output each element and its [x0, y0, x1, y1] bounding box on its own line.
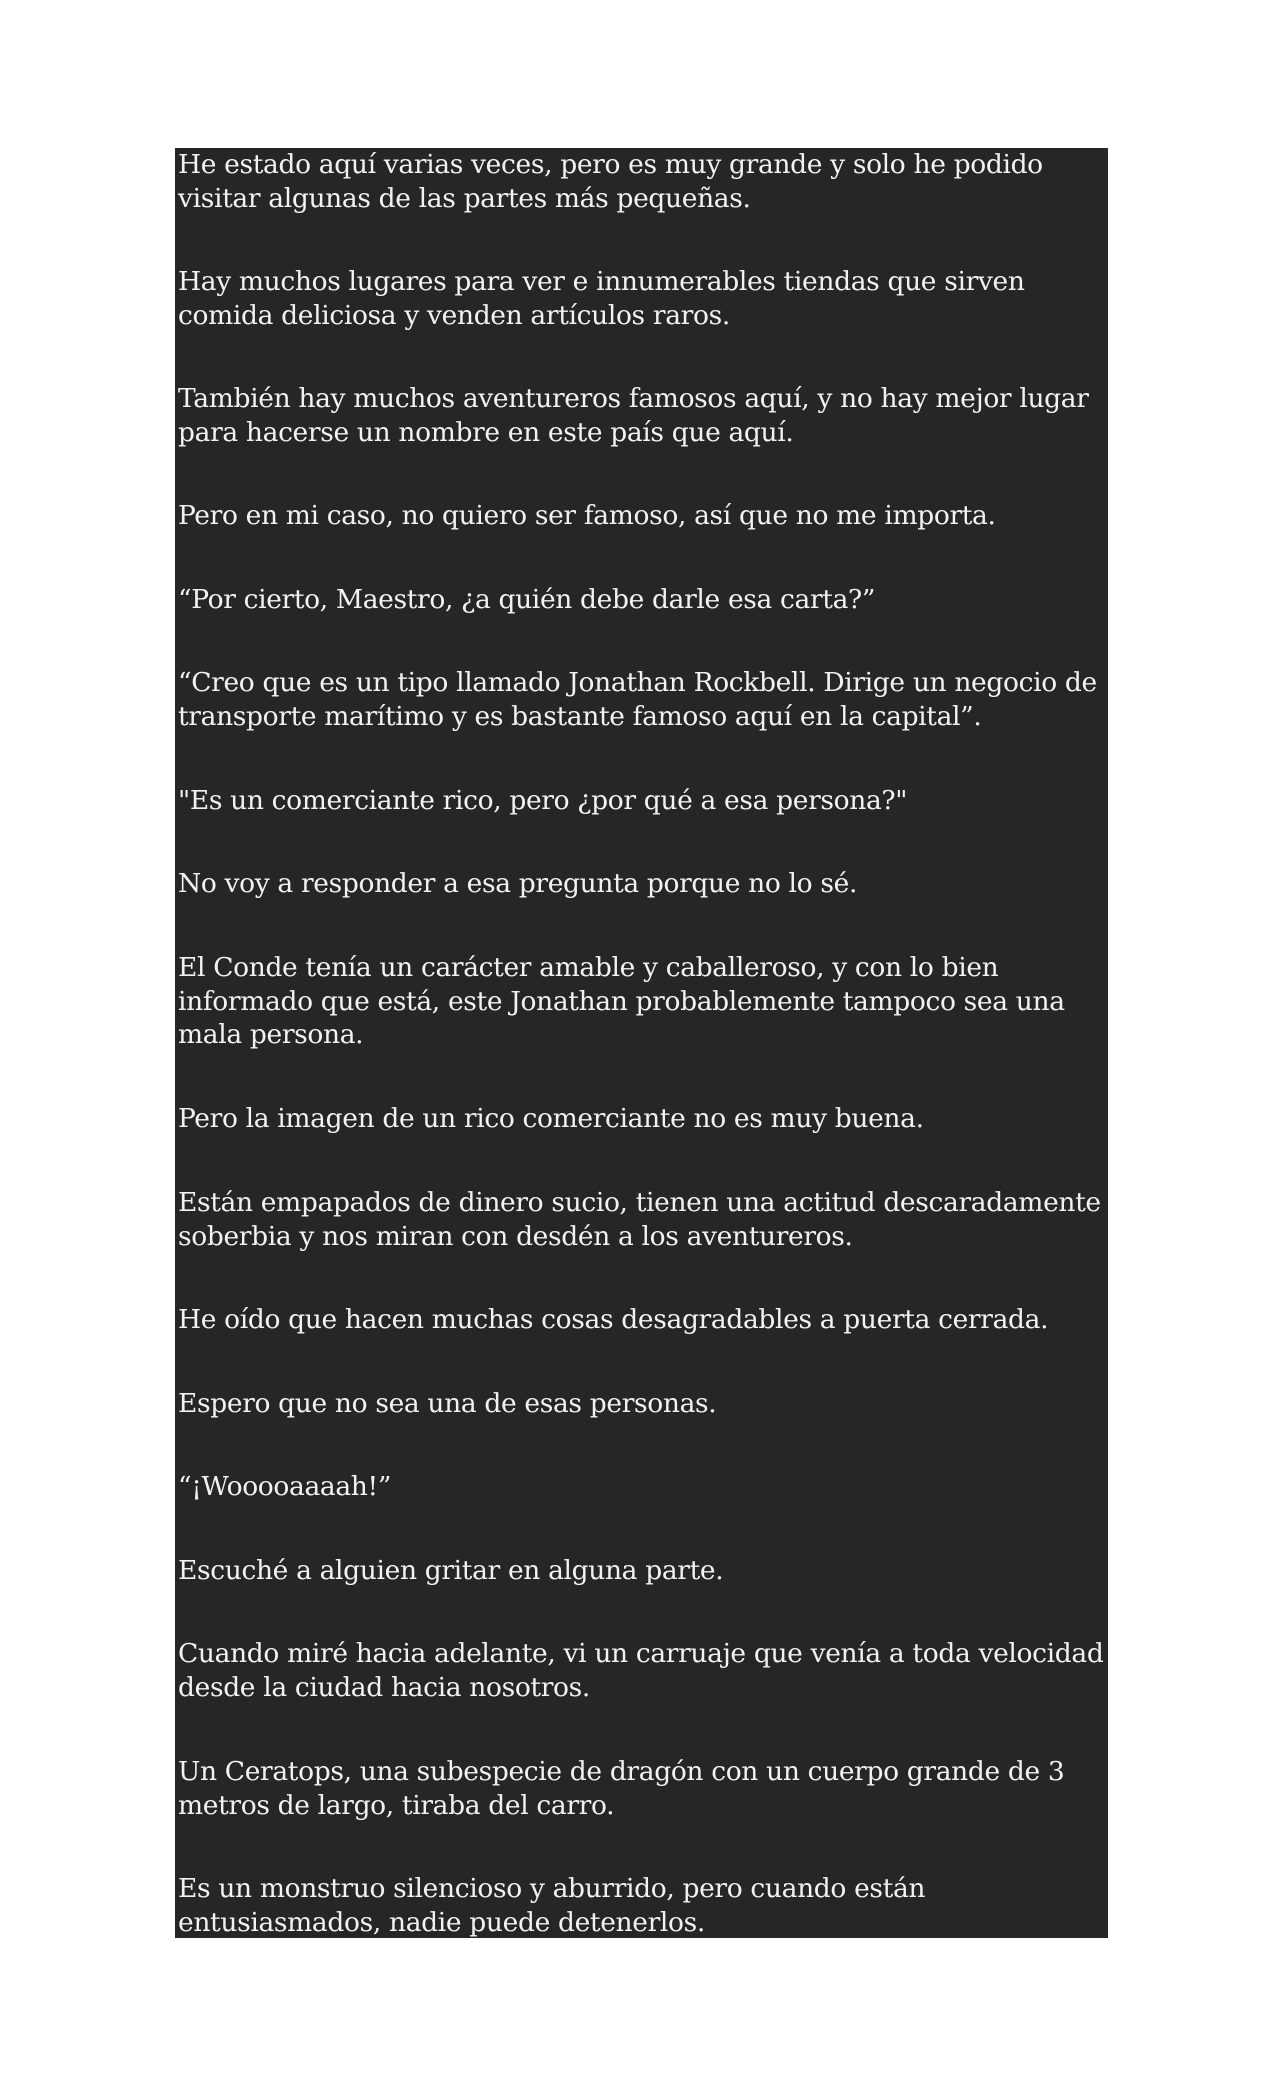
paragraph-5	[178, 583, 875, 617]
paragraph-line: No voy a responder a esa pregunta porque no lo sé.	[178, 868, 858, 899]
paragraph-line: entusiasmados, nadie puede detenerlos.	[178, 1906, 705, 1938]
paragraph-9	[178, 951, 1065, 1052]
paragraph-line: Hay muchos lugares para ver e innumerables tiendas que sirven	[178, 266, 1025, 297]
paragraph-16	[178, 1637, 1103, 1704]
paragraph-line: visitar algunas de las partes más pequeñas.	[178, 182, 751, 214]
paragraph-line: Están empapados de dinero sucio, tienen una actitud descaradamente	[178, 1187, 1101, 1218]
paragraph-line: También hay muchos aventureros famosos aquí, y no hay mejor lugar	[178, 383, 1089, 414]
paragraph-line: "Es un comerciante rico, pero ¿por qué a esa persona?"	[178, 785, 908, 816]
paragraph-line: para hacerse un nombre en este país que aquí.	[178, 416, 794, 448]
paragraph-1	[178, 148, 1043, 215]
paragraph-line: El Conde tenía un carácter amable y caballeroso, y con lo bien	[178, 952, 999, 983]
paragraph-14	[178, 1470, 391, 1504]
paragraph-4	[178, 499, 996, 533]
paragraph-line: Pero la imagen de un rico comerciante no es muy buena.	[178, 1103, 924, 1134]
paragraph-line: “Por cierto, Maestro, ¿a quién debe darle esa carta?”	[178, 584, 876, 615]
paragraph-line: transporte marítimo y es bastante famoso aquí en la capital”.	[178, 700, 982, 732]
paragraph-line: metros de largo, tiraba del carro.	[178, 1789, 615, 1821]
paragraph-2	[178, 265, 1025, 332]
paragraph-line: Pero en mi caso, no quiero ser famoso, así que no me importa.	[178, 500, 996, 531]
paragraph-11	[178, 1186, 1101, 1253]
paragraph-7	[178, 784, 907, 818]
paragraph-line: He oído que hacen muchas cosas desagradables a puerta cerrada.	[178, 1304, 1049, 1335]
paragraph-17	[178, 1755, 1064, 1822]
paragraph-18	[178, 1872, 925, 1938]
paragraph-line: He estado aquí varias veces, pero es muy grande y solo he podido	[178, 149, 1043, 180]
paragraph-line: Un Ceratops, una subespecie de dragón con un cuerpo grande de 3	[178, 1756, 1065, 1787]
paragraph-line: “¡Wooooaaaah!”	[178, 1471, 392, 1502]
paragraph-line: comida deliciosa y venden artículos raros.	[178, 299, 730, 331]
paragraph-line: Espero que no sea una de esas personas.	[178, 1388, 717, 1419]
paragraph-line: Es un monstruo silencioso y aburrido, pero cuando están	[178, 1873, 926, 1904]
paragraph-line: informado que está, este Jonathan probablemente tampoco sea una	[178, 985, 1065, 1017]
paragraph-10	[178, 1102, 924, 1136]
paragraph-line: desde la ciudad hacia nosotros.	[178, 1671, 590, 1703]
paragraph-15	[178, 1554, 723, 1588]
paragraph-line: Cuando miré hacia adelante, vi un carruaje que venía a toda velocidad	[178, 1638, 1104, 1669]
paragraph-3	[178, 382, 1089, 449]
paragraph-12	[178, 1303, 1048, 1337]
paragraph-line: “Creo que es un tipo llamado Jonathan Rockbell. Dirige un negocio de	[178, 667, 1097, 698]
text-page	[175, 148, 1108, 1938]
paragraph-line: soberbia y nos miran con desdén a los aventureros.	[178, 1220, 853, 1252]
paragraph-line: mala persona.	[178, 1019, 364, 1050]
paragraph-13	[178, 1387, 716, 1421]
paragraph-8	[178, 867, 857, 901]
paragraph-6	[178, 666, 1097, 733]
paragraph-line: Escuché a alguien gritar en alguna parte.	[178, 1555, 724, 1586]
